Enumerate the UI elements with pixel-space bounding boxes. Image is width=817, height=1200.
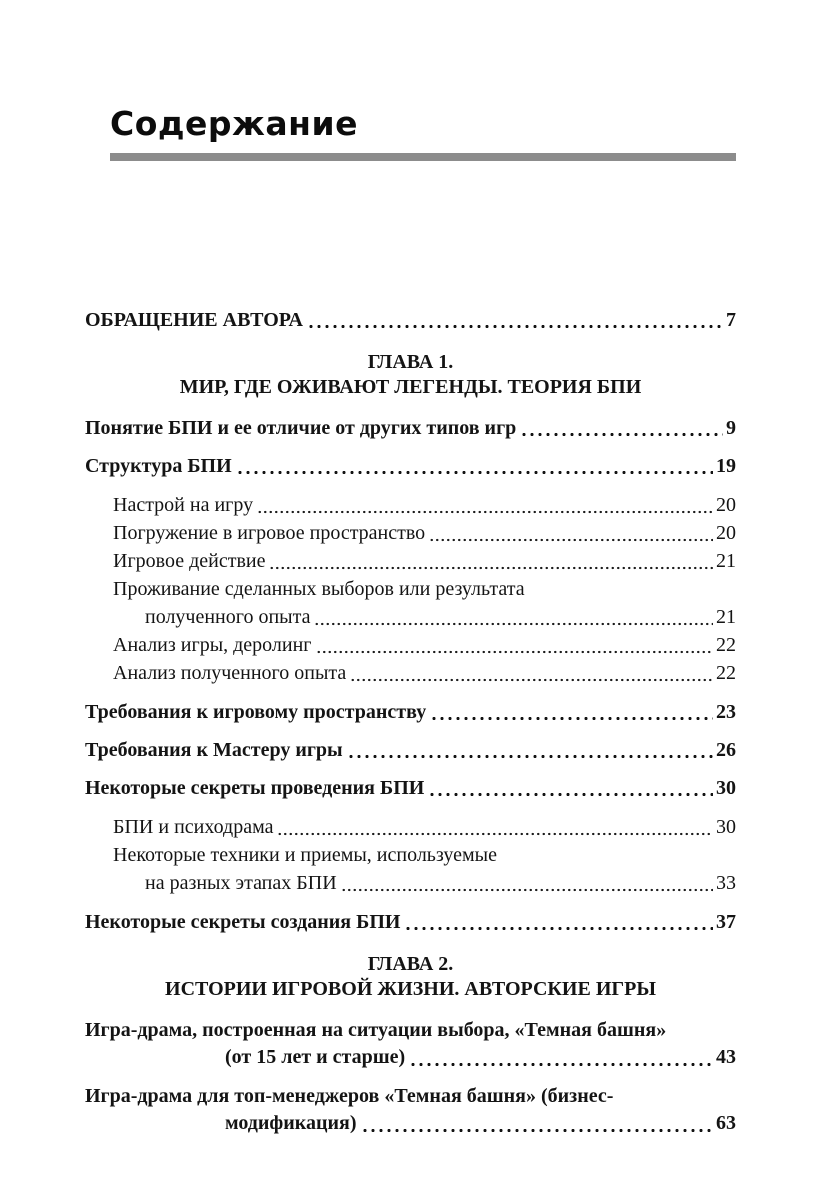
toc-entry-title: ОБРАЩЕНИЕ АВТОРА <box>85 309 303 332</box>
toc-entry <box>85 699 736 725</box>
toc-entry-title: Понятие БПИ и ее отличие от других типов игр <box>85 417 517 440</box>
dot-leader <box>409 1062 713 1067</box>
chapter-2-heading <box>85 952 736 1002</box>
dot-leader <box>520 432 723 437</box>
toc-entry-title: Настрой на игру <box>113 494 254 517</box>
toc-subentry-two-line <box>85 841 736 897</box>
dot-leader <box>277 831 713 836</box>
dot-leader <box>428 792 713 797</box>
toc-entry-page: 23 <box>716 701 736 724</box>
toc-entry-author-address <box>85 307 736 333</box>
toc-entry-page: 30 <box>716 816 736 839</box>
toc-entry-title: Анализ игры, деролинг <box>113 634 312 657</box>
chapter-number: ГЛАВА 2. <box>367 953 454 976</box>
toc-entry-title-line1: Некоторые техники и приемы, используемые <box>113 844 497 867</box>
toc-entry <box>85 775 736 801</box>
page-header <box>110 106 736 161</box>
toc-entry-title-line2: полученного опыта <box>145 606 311 629</box>
dot-leader <box>404 926 713 931</box>
toc-entry-title-line2: на разных этапах БПИ <box>145 872 337 895</box>
toc-entry-page: 26 <box>716 739 736 762</box>
toc-entry-page: 43 <box>716 1046 736 1069</box>
toc-entry <box>85 453 736 479</box>
dot-leader <box>429 537 713 542</box>
toc-entry-page: 30 <box>716 777 736 800</box>
dot-leader <box>316 649 713 654</box>
toc-entry-title: Структура БПИ <box>85 455 232 478</box>
chapter-number: ГЛАВА 1. <box>367 351 454 374</box>
toc-entry-title-line2: (от 15 лет и старше) <box>225 1046 406 1069</box>
toc-entry-page: 19 <box>716 455 736 478</box>
page-title: Содержание <box>110 104 358 143</box>
dot-leader <box>341 887 713 892</box>
toc-entry-title: Требования к Мастеру игры <box>85 739 343 762</box>
dot-leader <box>307 324 723 329</box>
toc-entry-page: 22 <box>716 634 736 657</box>
toc-entry <box>85 737 736 763</box>
toc-entry-two-line <box>85 1017 736 1071</box>
toc-entry-two-line <box>85 1083 736 1137</box>
toc-subentry <box>85 631 736 659</box>
toc-subentry <box>85 491 736 519</box>
toc-entry-title: Некоторые секреты проведения БПИ <box>85 777 425 800</box>
toc-entry-page: 9 <box>726 417 736 440</box>
dot-leader <box>347 754 713 759</box>
dot-leader <box>257 509 713 514</box>
toc-subentry <box>85 519 736 547</box>
toc-entry-page: 21 <box>716 550 736 573</box>
toc-entry-title-line1: Игра-драма для топ-менеджеров «Темная башня» (бизнес- <box>85 1085 614 1108</box>
dot-leader <box>314 621 713 626</box>
toc-entry-title: Игровое действие <box>113 550 266 573</box>
toc-subentry <box>85 547 736 575</box>
toc-subentry-two-line <box>85 575 736 631</box>
toc-entry-title-line2: модификация) <box>225 1112 357 1135</box>
toc-entry-title: Погружение в игровое пространство <box>113 522 426 545</box>
toc-entry-page: 21 <box>716 606 736 629</box>
toc-entry-page: 20 <box>716 522 736 545</box>
toc-entry-page: 63 <box>716 1112 736 1135</box>
toc-subentry <box>85 813 736 841</box>
chapter-1-heading <box>85 350 736 400</box>
toc-entry-title-line1: Игра-драма, построенная на ситуации выбора, «Темная башня» <box>85 1019 667 1042</box>
title-divider <box>110 153 736 161</box>
toc-entry-title: Требования к игровому пространству <box>85 701 427 724</box>
toc-entry-title: БПИ и психодрама <box>113 816 274 839</box>
toc-entry-title-line1: Проживание сделанных выборов или результата <box>113 578 525 601</box>
toc-entry-page: 37 <box>716 911 736 934</box>
toc-entry-page: 22 <box>716 662 736 685</box>
toc-subentry <box>85 659 736 687</box>
toc-entry-page: 20 <box>716 494 736 517</box>
toc-entry-page: 7 <box>726 309 736 332</box>
toc-entry-page: 33 <box>716 872 736 895</box>
table-of-contents <box>85 307 736 1137</box>
dot-leader <box>350 677 713 682</box>
chapter-title: МИР, ГДЕ ОЖИВАЮТ ЛЕГЕНДЫ. ТЕОРИЯ БПИ <box>179 376 642 399</box>
toc-entry <box>85 415 736 441</box>
toc-entry-title: Некоторые секреты создания БПИ <box>85 911 401 934</box>
toc-entry <box>85 909 736 935</box>
dot-leader <box>361 1128 713 1133</box>
dot-leader <box>236 470 713 475</box>
chapter-title: ИСТОРИИ ИГРОВОЙ ЖИЗНИ. АВТОРСКИЕ ИГРЫ <box>165 978 656 1001</box>
dot-leader <box>269 565 713 570</box>
dot-leader <box>430 716 713 721</box>
toc-entry-title: Анализ полученного опыта <box>113 662 347 685</box>
